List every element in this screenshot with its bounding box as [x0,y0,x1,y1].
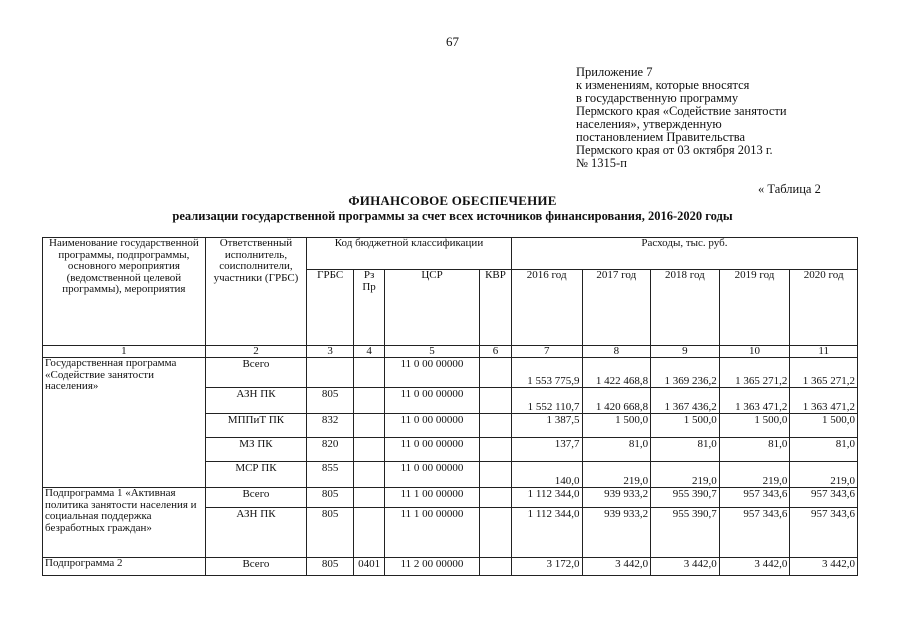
amount-cell: 81,0 [790,438,858,462]
amount-cell: 137,7 [511,438,582,462]
kvr-cell [480,414,512,438]
executor-cell: МЗ ПК [205,438,306,462]
amount-cell: 1 552 110,7 [511,388,582,414]
rzpr-cell [354,358,385,388]
amount-cell: 3 442,0 [582,558,651,576]
appendix-line: Приложение 7 [576,65,653,79]
amount-cell: 957 343,6 [719,508,790,558]
amount-cell: 1 112 344,0 [511,508,582,558]
amount-cell: 1 367 436,2 [651,388,720,414]
appendix-line: постановлением Правительства [576,130,746,144]
csr-cell: 11 0 00 00000 [384,388,479,414]
amount-cell: 1 365 271,2 [719,358,790,388]
column-number: 7 [511,346,582,358]
appendix-line: к изменениям, которые вносятся [576,78,750,92]
amount-cell: 1 369 236,2 [651,358,720,388]
executor-cell: Всего [205,558,306,576]
kvr-cell [480,508,512,558]
amount-cell: 955 390,7 [651,488,720,508]
amount-cell: 219,0 [651,462,720,488]
header-year-2019: 2019 год [719,270,790,346]
amount-cell: 1 420 668,8 [582,388,651,414]
grbs-cell: 805 [307,488,354,508]
csr-cell: 11 1 00 00000 [384,508,479,558]
column-number: 2 [205,346,306,358]
program-name: Государственная программа «Содействие занятости населения» [43,358,206,488]
rzpr-cell [354,388,385,414]
column-number: 10 [719,346,790,358]
appendix-line: Пермского края от 03 октября 2013 г. [576,143,773,157]
grbs-cell: 805 [307,388,354,414]
grbs-cell: 832 [307,414,354,438]
kvr-cell [480,438,512,462]
executor-cell: МСР ПК [205,462,306,488]
amount-cell: 219,0 [790,462,858,488]
executor-cell: Всего [205,358,306,388]
amount-cell: 1 553 775,9 [511,358,582,388]
amount-cell: 3 442,0 [651,558,720,576]
amount-cell: 219,0 [582,462,651,488]
grbs-cell: 855 [307,462,354,488]
grbs-cell [307,358,354,388]
header-name: Наименование государственной программы, подпрограммы, основного мероприятия (ведомственной целевой программы), мероприятия [43,238,206,346]
amount-cell: 81,0 [582,438,651,462]
kvr-cell [480,558,512,576]
csr-cell: 11 0 00 00000 [384,358,479,388]
document-title: ФИНАНСОВОЕ ОБЕСПЕЧЕНИЕ [348,193,557,208]
amount-cell: 3 442,0 [790,558,858,576]
appendix-line: Пермского края «Содействие занятости [576,104,787,118]
amount-cell: 81,0 [719,438,790,462]
document-subtitle: реализации государственной программы за счет всех источников финансирования, 2016-2020 годы [172,209,733,223]
amount-cell: 1 363 471,2 [790,388,858,414]
header-year-2016: 2016 год [511,270,582,346]
amount-cell: 81,0 [651,438,720,462]
appendix-line: населения», утвержденную [576,117,722,131]
header-year-2017: 2017 год [582,270,651,346]
header-expenses: Расходы, тыс. руб. [511,238,857,270]
table-marker: « Таблица 2 [758,182,821,196]
amount-cell: 1 422 468,8 [582,358,651,388]
column-number: 4 [354,346,385,358]
appendix-line: № 1315-п [576,156,627,170]
rzpr-cell [354,488,385,508]
amount-cell: 957 343,6 [790,508,858,558]
header-kvr: КВР [480,270,512,346]
column-number-row [43,346,858,358]
amount-cell: 1 112 344,0 [511,488,582,508]
csr-cell: 11 2 00 00000 [384,558,479,576]
amount-cell: 3 442,0 [719,558,790,576]
executor-cell: АЗН ПК [205,508,306,558]
column-number: 11 [790,346,858,358]
header-budget-code: Код бюджетной классификации [307,238,512,270]
header-executor: Ответственный исполнитель, соисполнители, участники (ГРБС) [205,238,306,346]
header-csr: ЦСР [384,270,479,346]
kvr-cell [480,388,512,414]
rzpr-cell [354,508,385,558]
column-number: 3 [307,346,354,358]
amount-cell: 957 343,6 [790,488,858,508]
table-row [43,558,858,576]
csr-cell: 11 1 00 00000 [384,488,479,508]
subprogram-name: Подпрограмма 1 «Активная политика занятости населения и социальная поддержка безработных граждан» [43,488,206,558]
amount-cell: 219,0 [719,462,790,488]
header-grbs: ГРБС [307,270,354,346]
column-number: 8 [582,346,651,358]
amount-cell: 1 365 271,2 [790,358,858,388]
kvr-cell [480,358,512,388]
header-year-2020: 2020 год [790,270,858,346]
kvr-cell [480,462,512,488]
executor-cell: Всего [205,488,306,508]
header-year-2018: 2018 год [651,270,720,346]
grbs-cell: 805 [307,508,354,558]
amount-cell: 955 390,7 [651,508,720,558]
subprogram-name: Подпрограмма 2 [43,558,206,576]
table-row [43,488,858,508]
rzpr-cell [354,414,385,438]
rzpr-cell [354,438,385,462]
header-rzpr: Рз Пр [354,270,385,346]
grbs-cell: 805 [307,558,354,576]
appendix-line: в государственную программу [576,91,739,105]
amount-cell: 140,0 [511,462,582,488]
amount-cell: 3 172,0 [511,558,582,576]
grbs-cell: 820 [307,438,354,462]
column-number: 6 [480,346,512,358]
executor-cell: МППиТ ПК [205,414,306,438]
executor-cell: АЗН ПК [205,388,306,414]
amount-cell: 1 500,0 [582,414,651,438]
financing-table [42,237,858,576]
table-row [43,358,858,388]
rzpr-cell [354,462,385,488]
amount-cell: 939 933,2 [582,508,651,558]
column-number: 5 [384,346,479,358]
rzpr-cell: 0401 [354,558,385,576]
csr-cell: 11 0 00 00000 [384,462,479,488]
column-number: 9 [651,346,720,358]
amount-cell: 1 500,0 [719,414,790,438]
column-number: 1 [43,346,206,358]
appendix-note [576,66,876,170]
amount-cell: 1 500,0 [790,414,858,438]
kvr-cell [480,488,512,508]
amount-cell: 1 500,0 [651,414,720,438]
csr-cell: 11 0 00 00000 [384,414,479,438]
page-number: 67 [446,34,459,49]
amount-cell: 939 933,2 [582,488,651,508]
amount-cell: 1 363 471,2 [719,388,790,414]
csr-cell: 11 0 00 00000 [384,438,479,462]
amount-cell: 957 343,6 [719,488,790,508]
amount-cell: 1 387,5 [511,414,582,438]
